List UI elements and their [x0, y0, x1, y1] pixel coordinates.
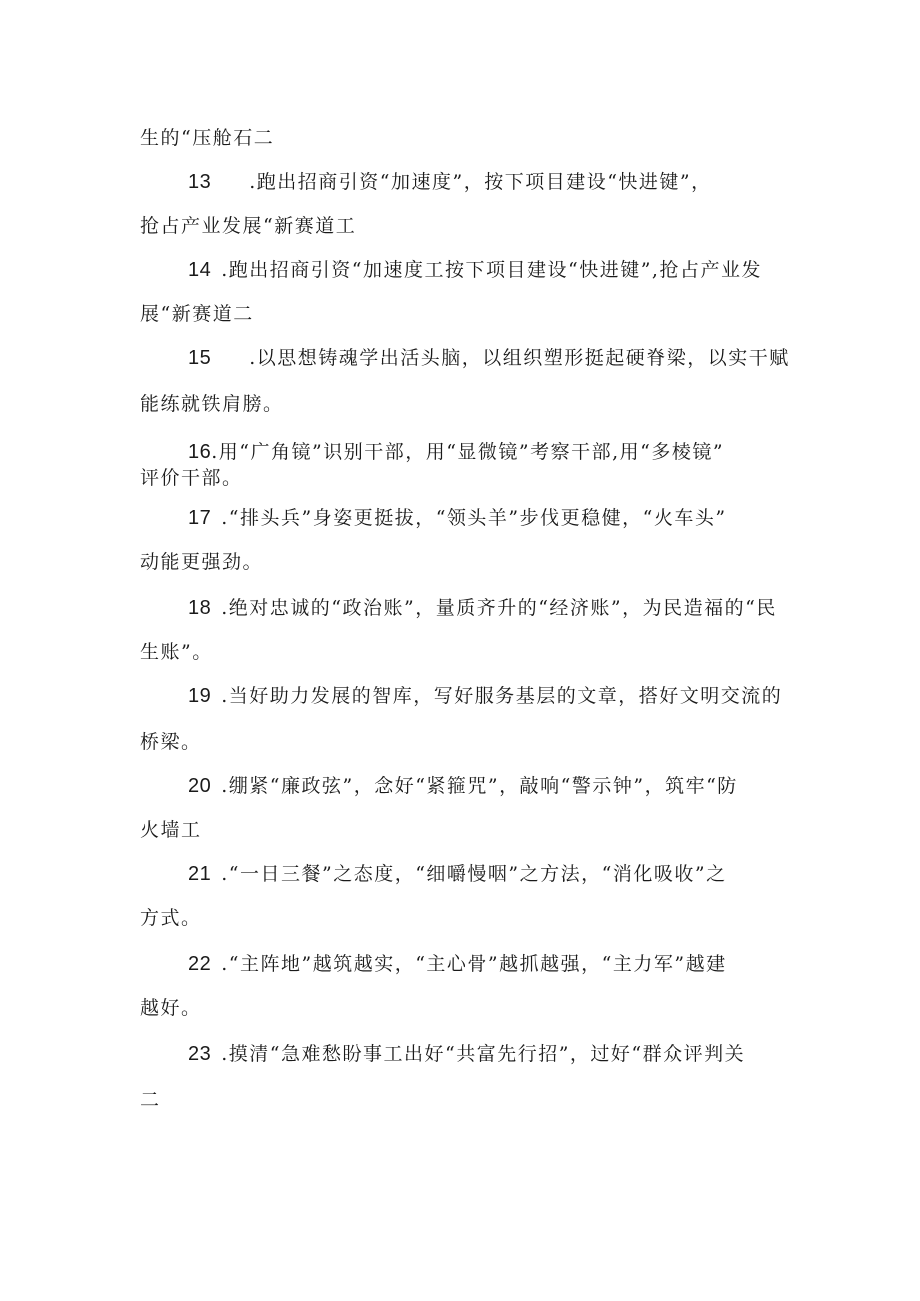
paragraph-22-line1 — [188, 952, 727, 976]
paragraph-number: 18 — [188, 597, 212, 619]
paragraph-number: 19 — [188, 685, 212, 707]
paragraph-number: 17 — [188, 507, 212, 529]
paragraph-text: .用“广角镜”识别干部，用“显微镜”考察干部,用“多棱镜” — [211, 441, 725, 463]
paragraph-text: .摸清“急难愁盼事工出好“共富先行招”，过好“群众评判关 — [221, 1043, 746, 1065]
paragraph-17-line2 — [140, 550, 263, 574]
paragraph-text: .当好助力发展的智库，写好服务基层的文章，搭好文明交流的 — [221, 685, 783, 707]
continuation-line — [140, 126, 274, 150]
paragraph-text: .“一日三餐”之态度，“细嚼慢咽”之方法，“消化吸收”之 — [221, 863, 727, 885]
paragraph-text: .以思想铸魂学出活头脑，以组织塑形挺起硬脊梁，以实干赋 — [249, 347, 790, 369]
paragraph-16-line1 — [188, 440, 724, 464]
paragraph-text: 越好。 — [140, 997, 202, 1019]
paragraph-23-line2 — [140, 1088, 161, 1112]
paragraph-number: 16 — [188, 441, 212, 463]
paragraph-text: .跑出招商引资“加速度”，按下项目建设“快进键”， — [249, 171, 712, 193]
paragraph-18-line1 — [188, 596, 777, 620]
paragraph-text: 能练就铁肩膀。 — [140, 393, 284, 415]
paragraph-text: 生的“压舱石二 — [140, 127, 275, 149]
paragraph-number: 13 — [188, 171, 212, 193]
paragraph-number: 14 — [188, 259, 212, 281]
paragraph-13-line1 — [188, 170, 712, 194]
paragraph-text: 展“新赛道二 — [140, 303, 254, 325]
paragraph-14-line2 — [140, 302, 254, 326]
paragraph-text: .绝对忠诚的“政治账”，量质齐升的“经济账”，为民造福的“民 — [221, 597, 777, 619]
paragraph-15-line1 — [188, 346, 790, 370]
paragraph-17-line1 — [188, 506, 727, 530]
paragraph-number: 20 — [188, 775, 212, 797]
paragraph-22-line2 — [140, 996, 202, 1020]
paragraph-text: .跑出招商引资“加速度工按下项目建设“快进键”,抢占产业发 — [221, 259, 762, 281]
paragraph-21-line1 — [188, 862, 727, 886]
paragraph-19-line1 — [188, 684, 782, 708]
paragraph-text: 桥梁。 — [140, 731, 202, 753]
paragraph-text: 动能更强劲。 — [140, 551, 264, 573]
paragraph-16-line2 — [140, 466, 243, 490]
paragraph-14-line1 — [188, 258, 762, 282]
paragraph-text: 生账”。 — [140, 641, 213, 663]
paragraph-text: 抢占产业发展“新赛道工 — [140, 215, 357, 237]
paragraph-19-line2 — [140, 730, 202, 754]
paragraph-13-line2 — [140, 214, 356, 238]
paragraph-20-line2 — [140, 818, 202, 842]
paragraph-text: .“主阵地”越筑越实，“主心骨”越抓越强，“主力军”越建 — [221, 953, 727, 975]
paragraph-text: 方式。 — [140, 907, 202, 929]
paragraph-15-line2 — [140, 392, 284, 416]
paragraph-text: .绷紧“廉政弦”，念好“紧箍咒”，敲响“警示钟”，筑牢“防 — [221, 775, 738, 797]
paragraph-18-line2 — [140, 640, 213, 664]
paragraph-number: 21 — [188, 863, 212, 885]
paragraph-text: 二 — [140, 1089, 161, 1111]
paragraph-text: 评价干部。 — [140, 467, 243, 489]
paragraph-21-line2 — [140, 906, 202, 930]
paragraph-number: 22 — [188, 953, 212, 975]
paragraph-number: 23 — [188, 1043, 212, 1065]
paragraph-number: 15 — [188, 347, 212, 369]
paragraph-23-line1 — [188, 1042, 745, 1066]
paragraph-text: 火墙工 — [140, 819, 202, 841]
paragraph-20-line1 — [188, 774, 738, 798]
paragraph-text: .“排头兵”身姿更挺拔，“领头羊”步伐更稳健，“火车头” — [221, 507, 727, 529]
